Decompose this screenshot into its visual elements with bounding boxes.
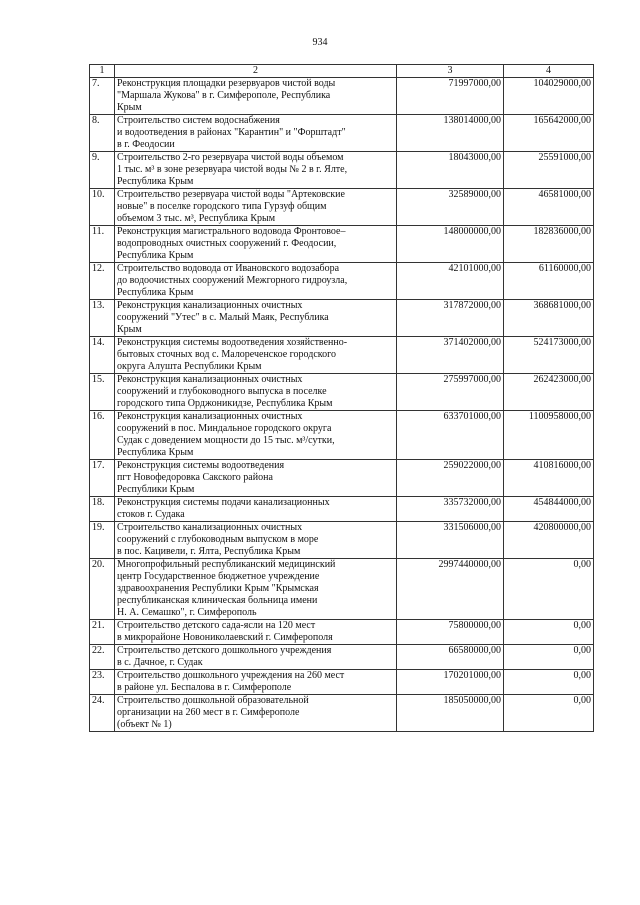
table-row <box>90 695 594 732</box>
row-number: 15. <box>90 374 115 411</box>
table-row <box>90 115 594 152</box>
project-name: Строительство канализационных очистных сооружений с глубоководным выпуском в море в пос. Кацивели, г. Ялта, Республика Крым <box>115 522 397 559</box>
amount-col3: 42101000,00 <box>397 263 504 300</box>
project-name: Строительство детского сада-ясли на 120 мест в микрорайоне Новониколаевский г. Симферополя <box>115 620 397 645</box>
table-row <box>90 559 594 620</box>
row-number: 20. <box>90 559 115 620</box>
table-row <box>90 337 594 374</box>
row-number: 11. <box>90 226 115 263</box>
amount-col3: 71997000,00 <box>397 78 504 115</box>
project-name: Строительство систем водоснабжения и водоотведения в районах "Карантин" и "Форштадт" в г. Феодосии <box>115 115 397 152</box>
amount-col3: 18043000,00 <box>397 152 504 189</box>
amount-col3: 317872000,00 <box>397 300 504 337</box>
amount-col4: 182836000,00 <box>504 226 594 263</box>
amount-col3: 275997000,00 <box>397 374 504 411</box>
amount-col3: 170201000,00 <box>397 670 504 695</box>
budget-table <box>89 64 594 732</box>
amount-col4: 1100958000,00 <box>504 411 594 460</box>
table-row <box>90 411 594 460</box>
row-number: 12. <box>90 263 115 300</box>
amount-col4: 0,00 <box>504 620 594 645</box>
table-row <box>90 300 594 337</box>
amount-col4: 262423000,00 <box>504 374 594 411</box>
amount-col4: 524173000,00 <box>504 337 594 374</box>
project-name: Строительство резервуара чистой воды "Артековские новые" в поселке городского типа Гурзуф общим объемом 3 тыс. м³, Республика Крым <box>115 189 397 226</box>
table-row <box>90 670 594 695</box>
amount-col3: 185050000,00 <box>397 695 504 732</box>
table-row <box>90 78 594 115</box>
table-header-row <box>90 65 594 78</box>
project-name: Реконструкция системы подачи канализационных стоков г. Судака <box>115 497 397 522</box>
amount-col3: 75800000,00 <box>397 620 504 645</box>
row-number: 18. <box>90 497 115 522</box>
amount-col4: 0,00 <box>504 645 594 670</box>
row-number: 21. <box>90 620 115 645</box>
row-number: 14. <box>90 337 115 374</box>
row-number: 17. <box>90 460 115 497</box>
column-header: 3 <box>397 65 504 78</box>
project-name: Реконструкция системы водоотведения пгт Новофедоровка Сакского района Республики Крым <box>115 460 397 497</box>
page-number: 934 <box>312 37 328 48</box>
column-header: 4 <box>504 65 594 78</box>
project-name: Многопрофильный республиканский медицинский центр Государственное бюджетное учреждение здравоохранения Республики Крым "Крымская республиканская клиническая больница имени Н. А. Семашко", г. Симферополь <box>115 559 397 620</box>
amount-col4: 420800000,00 <box>504 522 594 559</box>
amount-col4: 410816000,00 <box>504 460 594 497</box>
amount-col3: 32589000,00 <box>397 189 504 226</box>
project-name: Строительство 2-го резервуара чистой воды объемом 1 тыс. м³ в зоне резервуара чистой воды № 2 в г. Ялте, Республика Крым <box>115 152 397 189</box>
project-name: Реконструкция канализационных очистных сооружений "Утес" в с. Малый Маяк, Республика Крым <box>115 300 397 337</box>
amount-col3: 2997440000,00 <box>397 559 504 620</box>
table-row <box>90 263 594 300</box>
project-name: Строительство дошкольного учреждения на 260 мест в районе ул. Беспалова в г. Симферополе <box>115 670 397 695</box>
amount-col3: 633701000,00 <box>397 411 504 460</box>
amount-col3: 138014000,00 <box>397 115 504 152</box>
project-name: Строительство детского дошкольного учреждения в с. Дачное, г. Судак <box>115 645 397 670</box>
project-name: Реконструкция магистрального водовода Фронтовое– водопроводных очистных сооружений г. Феодосии, Республика Крым <box>115 226 397 263</box>
table-row <box>90 620 594 645</box>
table-row <box>90 497 594 522</box>
project-name: Реконструкция площадки резервуаров чистой воды "Маршала Жукова" в г. Симферополе, Республика Крым <box>115 78 397 115</box>
amount-col3: 335732000,00 <box>397 497 504 522</box>
project-name: Строительство дошкольной образовательной организации на 260 мест в г. Симферополе (объект № 1) <box>115 695 397 732</box>
amount-col3: 331506000,00 <box>397 522 504 559</box>
amount-col4: 46581000,00 <box>504 189 594 226</box>
amount-col3: 371402000,00 <box>397 337 504 374</box>
amount-col4: 104029000,00 <box>504 78 594 115</box>
amount-col4: 368681000,00 <box>504 300 594 337</box>
table-row <box>90 460 594 497</box>
amount-col3: 259022000,00 <box>397 460 504 497</box>
row-number: 13. <box>90 300 115 337</box>
project-name: Строительство водовода от Ивановского водозабора до водоочистных сооружений Межгорного гидроузла, Республика Крым <box>115 263 397 300</box>
amount-col4: 25591000,00 <box>504 152 594 189</box>
table-row <box>90 522 594 559</box>
amount-col4: 0,00 <box>504 695 594 732</box>
row-number: 10. <box>90 189 115 226</box>
row-number: 9. <box>90 152 115 189</box>
row-number: 8. <box>90 115 115 152</box>
amount-col4: 61160000,00 <box>504 263 594 300</box>
project-name: Реконструкция канализационных очистных сооружений и глубоководного выпуска в поселке городского типа Орджоникидзе, Республика Крым <box>115 374 397 411</box>
table-row <box>90 374 594 411</box>
row-number: 16. <box>90 411 115 460</box>
column-header: 2 <box>115 65 397 78</box>
row-number: 24. <box>90 695 115 732</box>
table-row <box>90 189 594 226</box>
column-header: 1 <box>90 65 115 78</box>
row-number: 19. <box>90 522 115 559</box>
row-number: 7. <box>90 78 115 115</box>
row-number: 23. <box>90 670 115 695</box>
amount-col4: 0,00 <box>504 670 594 695</box>
table-row <box>90 152 594 189</box>
amount-col4: 0,00 <box>504 559 594 620</box>
project-name: Реконструкция системы водоотведения хозяйственно- бытовых сточных вод с. Малореченское городского округа Алушта Республики Крым <box>115 337 397 374</box>
amount-col3: 148000000,00 <box>397 226 504 263</box>
amount-col4: 454844000,00 <box>504 497 594 522</box>
project-name: Реконструкция канализационных очистных сооружений в пос. Миндальное городского округа Судак с доведением мощности до 15 тыс. м³/сутки, Республика Крым <box>115 411 397 460</box>
table-row <box>90 645 594 670</box>
amount-col4: 165642000,00 <box>504 115 594 152</box>
amount-col3: 66580000,00 <box>397 645 504 670</box>
table-row <box>90 226 594 263</box>
row-number: 22. <box>90 645 115 670</box>
